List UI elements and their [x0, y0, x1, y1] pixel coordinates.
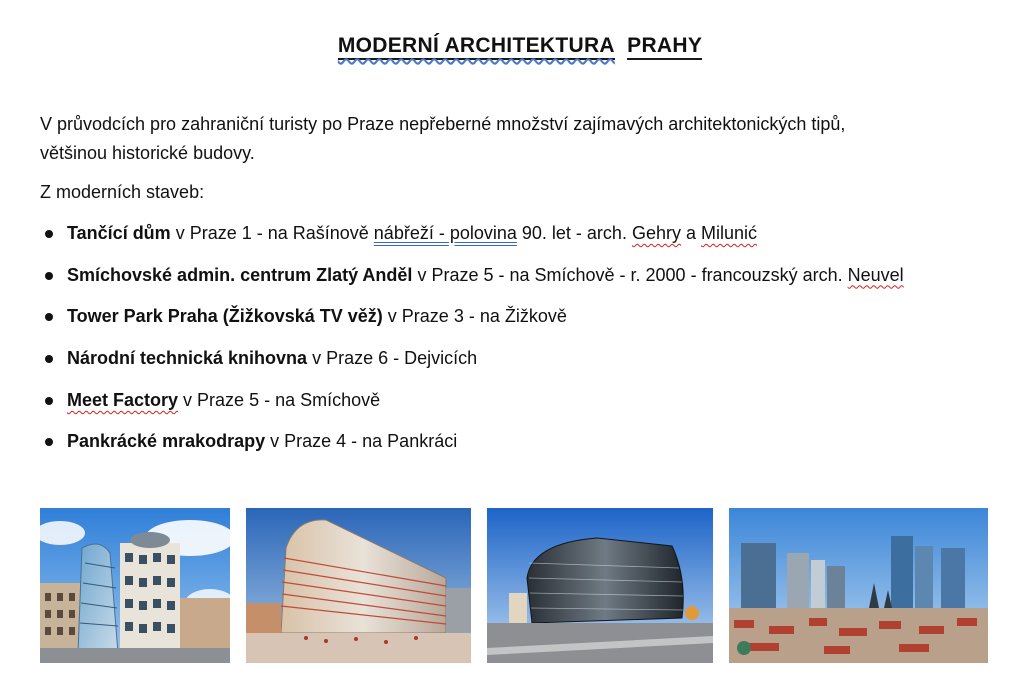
bullet-icon — [45, 397, 53, 405]
page-title — [0, 34, 1024, 58]
bullet-icon — [45, 438, 53, 446]
item-text-spell-flag: Gehry — [631, 223, 681, 243]
intro-line-2: většinou historické budovy. — [40, 143, 255, 163]
building-list — [40, 219, 904, 469]
item-text: v Praze 6 - Dejvicích — [307, 348, 478, 369]
bullet-icon — [45, 230, 53, 238]
item-text-spell-flag: Neuvel — [847, 264, 904, 285]
pankrac-skyline-image — [729, 508, 988, 663]
item-name: Meet Factory — [67, 389, 179, 410]
list-item — [40, 219, 904, 261]
item-text: a — [680, 223, 701, 243]
photo-pankrac-skyscrapers[interactable] — [729, 508, 988, 663]
item-text-grammar-flag: nábřeží - polovina — [373, 223, 517, 243]
item-text: v Praze 5 - na Smíchově - r. 2000 - francouzský arch. — [412, 264, 848, 285]
bullet-icon — [45, 313, 53, 321]
item-text: v Praze 3 - na Žižkově — [382, 306, 567, 327]
golden-angel-image — [246, 508, 471, 663]
photo-golden-angel[interactable] — [246, 508, 471, 663]
technical-library-image — [487, 508, 713, 663]
item-text-spell-flag: Milunić — [701, 223, 758, 243]
bullet-icon — [45, 272, 53, 280]
item-text: v Praze 5 - na Smíchově — [178, 389, 381, 410]
item-name: Smíchovské admin. centrum Zlatý Anděl — [67, 264, 413, 285]
intro-line-1: V průvodcích pro zahraniční turisty po Praze nepřeberné množství zajímavých architektonických tipů, — [40, 114, 846, 134]
dancing-house-image — [40, 508, 230, 663]
item-name: Tower Park Praha (Žižkovská TV věž) — [67, 306, 383, 327]
item-name: Pankrácké mrakodrapy — [67, 431, 266, 452]
item-text: 90. let - arch. — [516, 223, 632, 243]
list-item — [40, 344, 904, 386]
list-item — [40, 302, 904, 344]
subheading: Z moderních staveb: — [40, 182, 205, 202]
bullet-icon — [45, 355, 53, 363]
item-text: v Praze 1 - na Rašínově — [170, 223, 374, 243]
photo-national-technical-library[interactable] — [487, 508, 713, 663]
list-item — [40, 427, 904, 469]
photo-dancing-house[interactable] — [40, 508, 230, 663]
intro-paragraph — [40, 110, 1000, 168]
item-text: v Praze 4 - na Pankráci — [265, 431, 458, 452]
title-part1: MODERNÍ ARCHITEKTURA — [337, 34, 615, 57]
item-name: Národní technická knihovna — [67, 348, 308, 369]
title-part2: PRAHY — [627, 34, 702, 60]
item-name: Tančící dům — [67, 223, 171, 243]
list-item — [40, 386, 904, 428]
list-item — [40, 261, 904, 303]
